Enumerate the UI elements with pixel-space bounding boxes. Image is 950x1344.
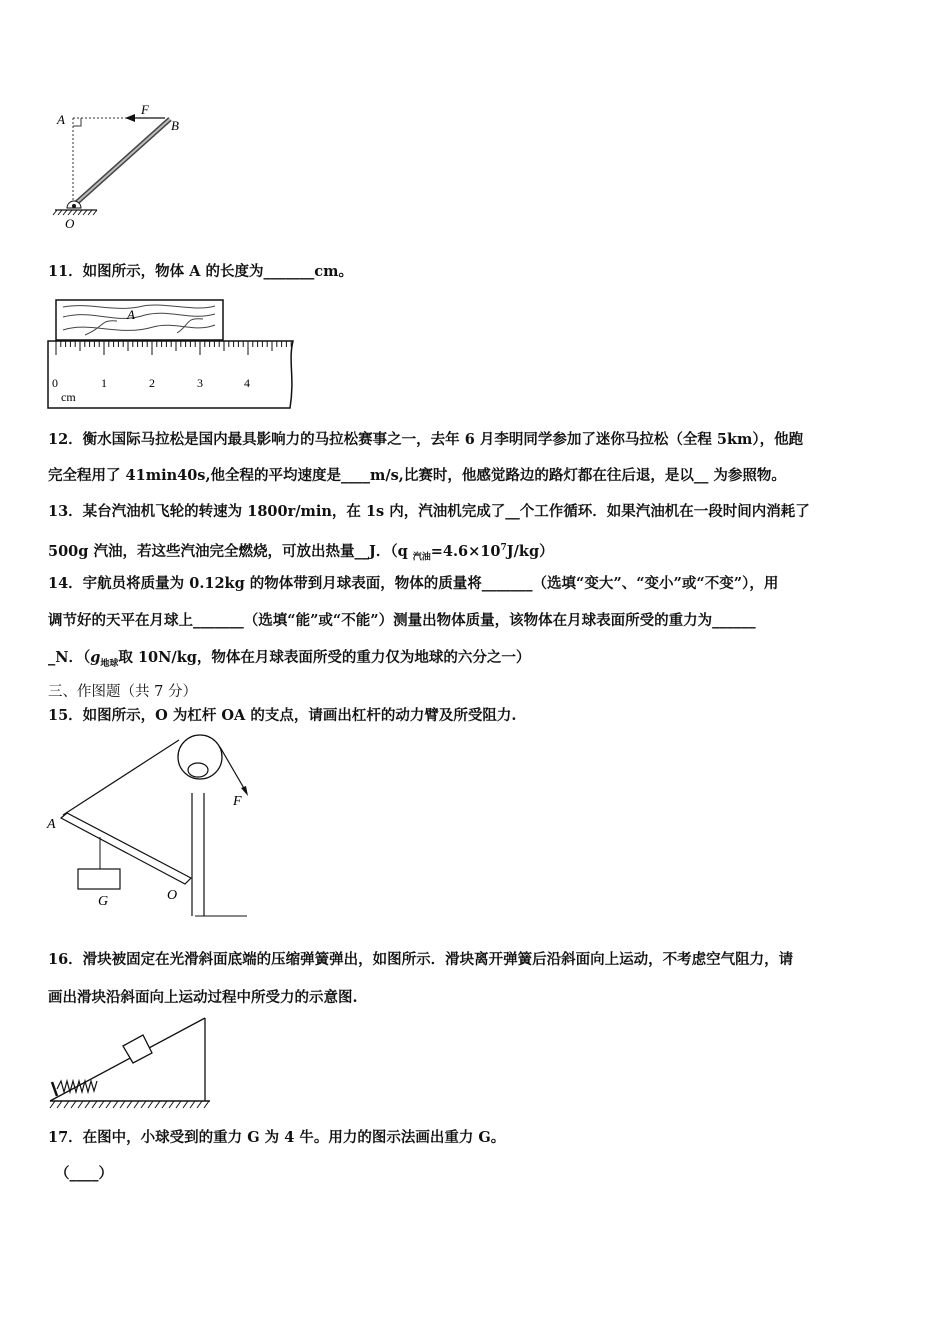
question-13-line1: 13．某台汽油机飞轮的转速为 1800r/min，在 1s 内，汽油机完成了__个工作循环．如果汽油机在一段时间内消耗了 — [48, 503, 810, 520]
question-12-line2: 完全程用了 41min40s,他全程的平均速度是____m/s,比赛时，他感觉路边的路灯都在往后退，是以__ 为参照物。 — [48, 467, 786, 484]
ground-hatch-line — [183, 1101, 188, 1108]
incline-figure — [45, 1012, 215, 1117]
ground-hatch-line — [120, 1101, 125, 1108]
ruler-figure — [45, 297, 300, 412]
question-12-line1: 12．衡水国际马拉松是国内最具影响力的马拉松赛事之一，去年 6 月李明同学参加了迷你马拉松（全程 5km），他跑 — [48, 431, 804, 448]
tick-label-0: 0 — [52, 376, 58, 390]
label-A: A — [47, 817, 56, 832]
ground-hatch-line — [50, 1101, 55, 1108]
ground-hatch-line — [134, 1101, 139, 1108]
ground-hatch-line — [57, 1101, 62, 1108]
label-B: B — [171, 118, 179, 133]
tick-label-3: 3 — [197, 376, 203, 390]
ground-hatch-line — [176, 1101, 181, 1108]
ground-hatch-line — [141, 1101, 146, 1108]
ground-hatch-line — [113, 1101, 118, 1108]
question-14-line3: _N．（$g_{地球}$取 10N/kg，物体在月球表面所受的重力仅为地球的六分之一） — [48, 649, 531, 669]
ground-hatch-line — [155, 1101, 160, 1108]
block-label-A: A — [127, 307, 135, 322]
ground-hatch-line — [197, 1101, 202, 1108]
question-13-line2: 500g 汽油，若这些汽油完全燃烧，可放出热量__J．（q $_{汽油}=4.6\times 10^7J/kg$） — [48, 542, 554, 563]
section-3-heading: 三、作图题（共 7 分） — [48, 684, 197, 700]
unit-label: cm — [61, 390, 76, 404]
label-G: G — [98, 894, 109, 909]
question-14-line1: 14．宇航员将质量为 0.12kg 的物体带到月球表面，物体的质量将_______（选填“变大”、“变小”或“不变”），用 — [48, 575, 779, 592]
ground-hatch-line — [64, 1101, 69, 1108]
question-11: 11．如图所示，物体 A 的长度为_______cm。 — [48, 263, 353, 280]
label-A: A — [57, 112, 65, 127]
label-O: O — [167, 888, 178, 903]
ground-hatch-line — [99, 1101, 104, 1108]
label-O: O — [65, 216, 75, 231]
ground-hatch-line — [71, 1101, 76, 1108]
question-16-line2: 画出滑块沿斜面向上运动过程中所受力的示意图. — [48, 989, 358, 1006]
tick-label-2: 2 — [149, 376, 155, 390]
ground-hatch-line — [162, 1101, 167, 1108]
ground-hatch-line — [92, 1101, 97, 1108]
tick-label-4: 4 — [244, 376, 250, 390]
ground-hatch-line — [169, 1101, 174, 1108]
ground-hatch-line — [106, 1101, 111, 1108]
question-17-line1: 17．在图中，小球受到的重力 G 为 4 牛。用力的图示法画出重力 G。 — [48, 1129, 506, 1146]
ground-hatch-line — [78, 1101, 83, 1108]
ground-hatch-line — [148, 1101, 153, 1108]
ground-hatch-line — [190, 1101, 195, 1108]
question-17-answer-blank: （____） — [55, 1165, 113, 1182]
lever-figure — [45, 100, 205, 235]
tick-label-1: 1 — [101, 376, 107, 390]
question-14-line2: 调节好的天平在月球上_______（选填“能”或“不能”）测量出物体质量，该物体在月球表面所受的重力为______ — [48, 612, 756, 629]
ground-hatch-line — [127, 1101, 132, 1108]
ground-hatch-line — [204, 1101, 209, 1108]
question-15: 15．如图所示，O 为杠杆 OA 的支点，请画出杠杆的动力臂及所受阻力. — [48, 707, 517, 724]
question-16-line1: 16．滑块被固定在光滑斜面底端的压缩弹簧弹出，如图所示．滑块离开弹簧后沿斜面向上运动，不考虑空气阻力，请 — [48, 951, 794, 968]
label-F: F — [233, 794, 242, 809]
ground-hatch-line — [85, 1101, 90, 1108]
pulley-lever-figure — [45, 733, 255, 923]
label-F: F — [141, 102, 149, 117]
